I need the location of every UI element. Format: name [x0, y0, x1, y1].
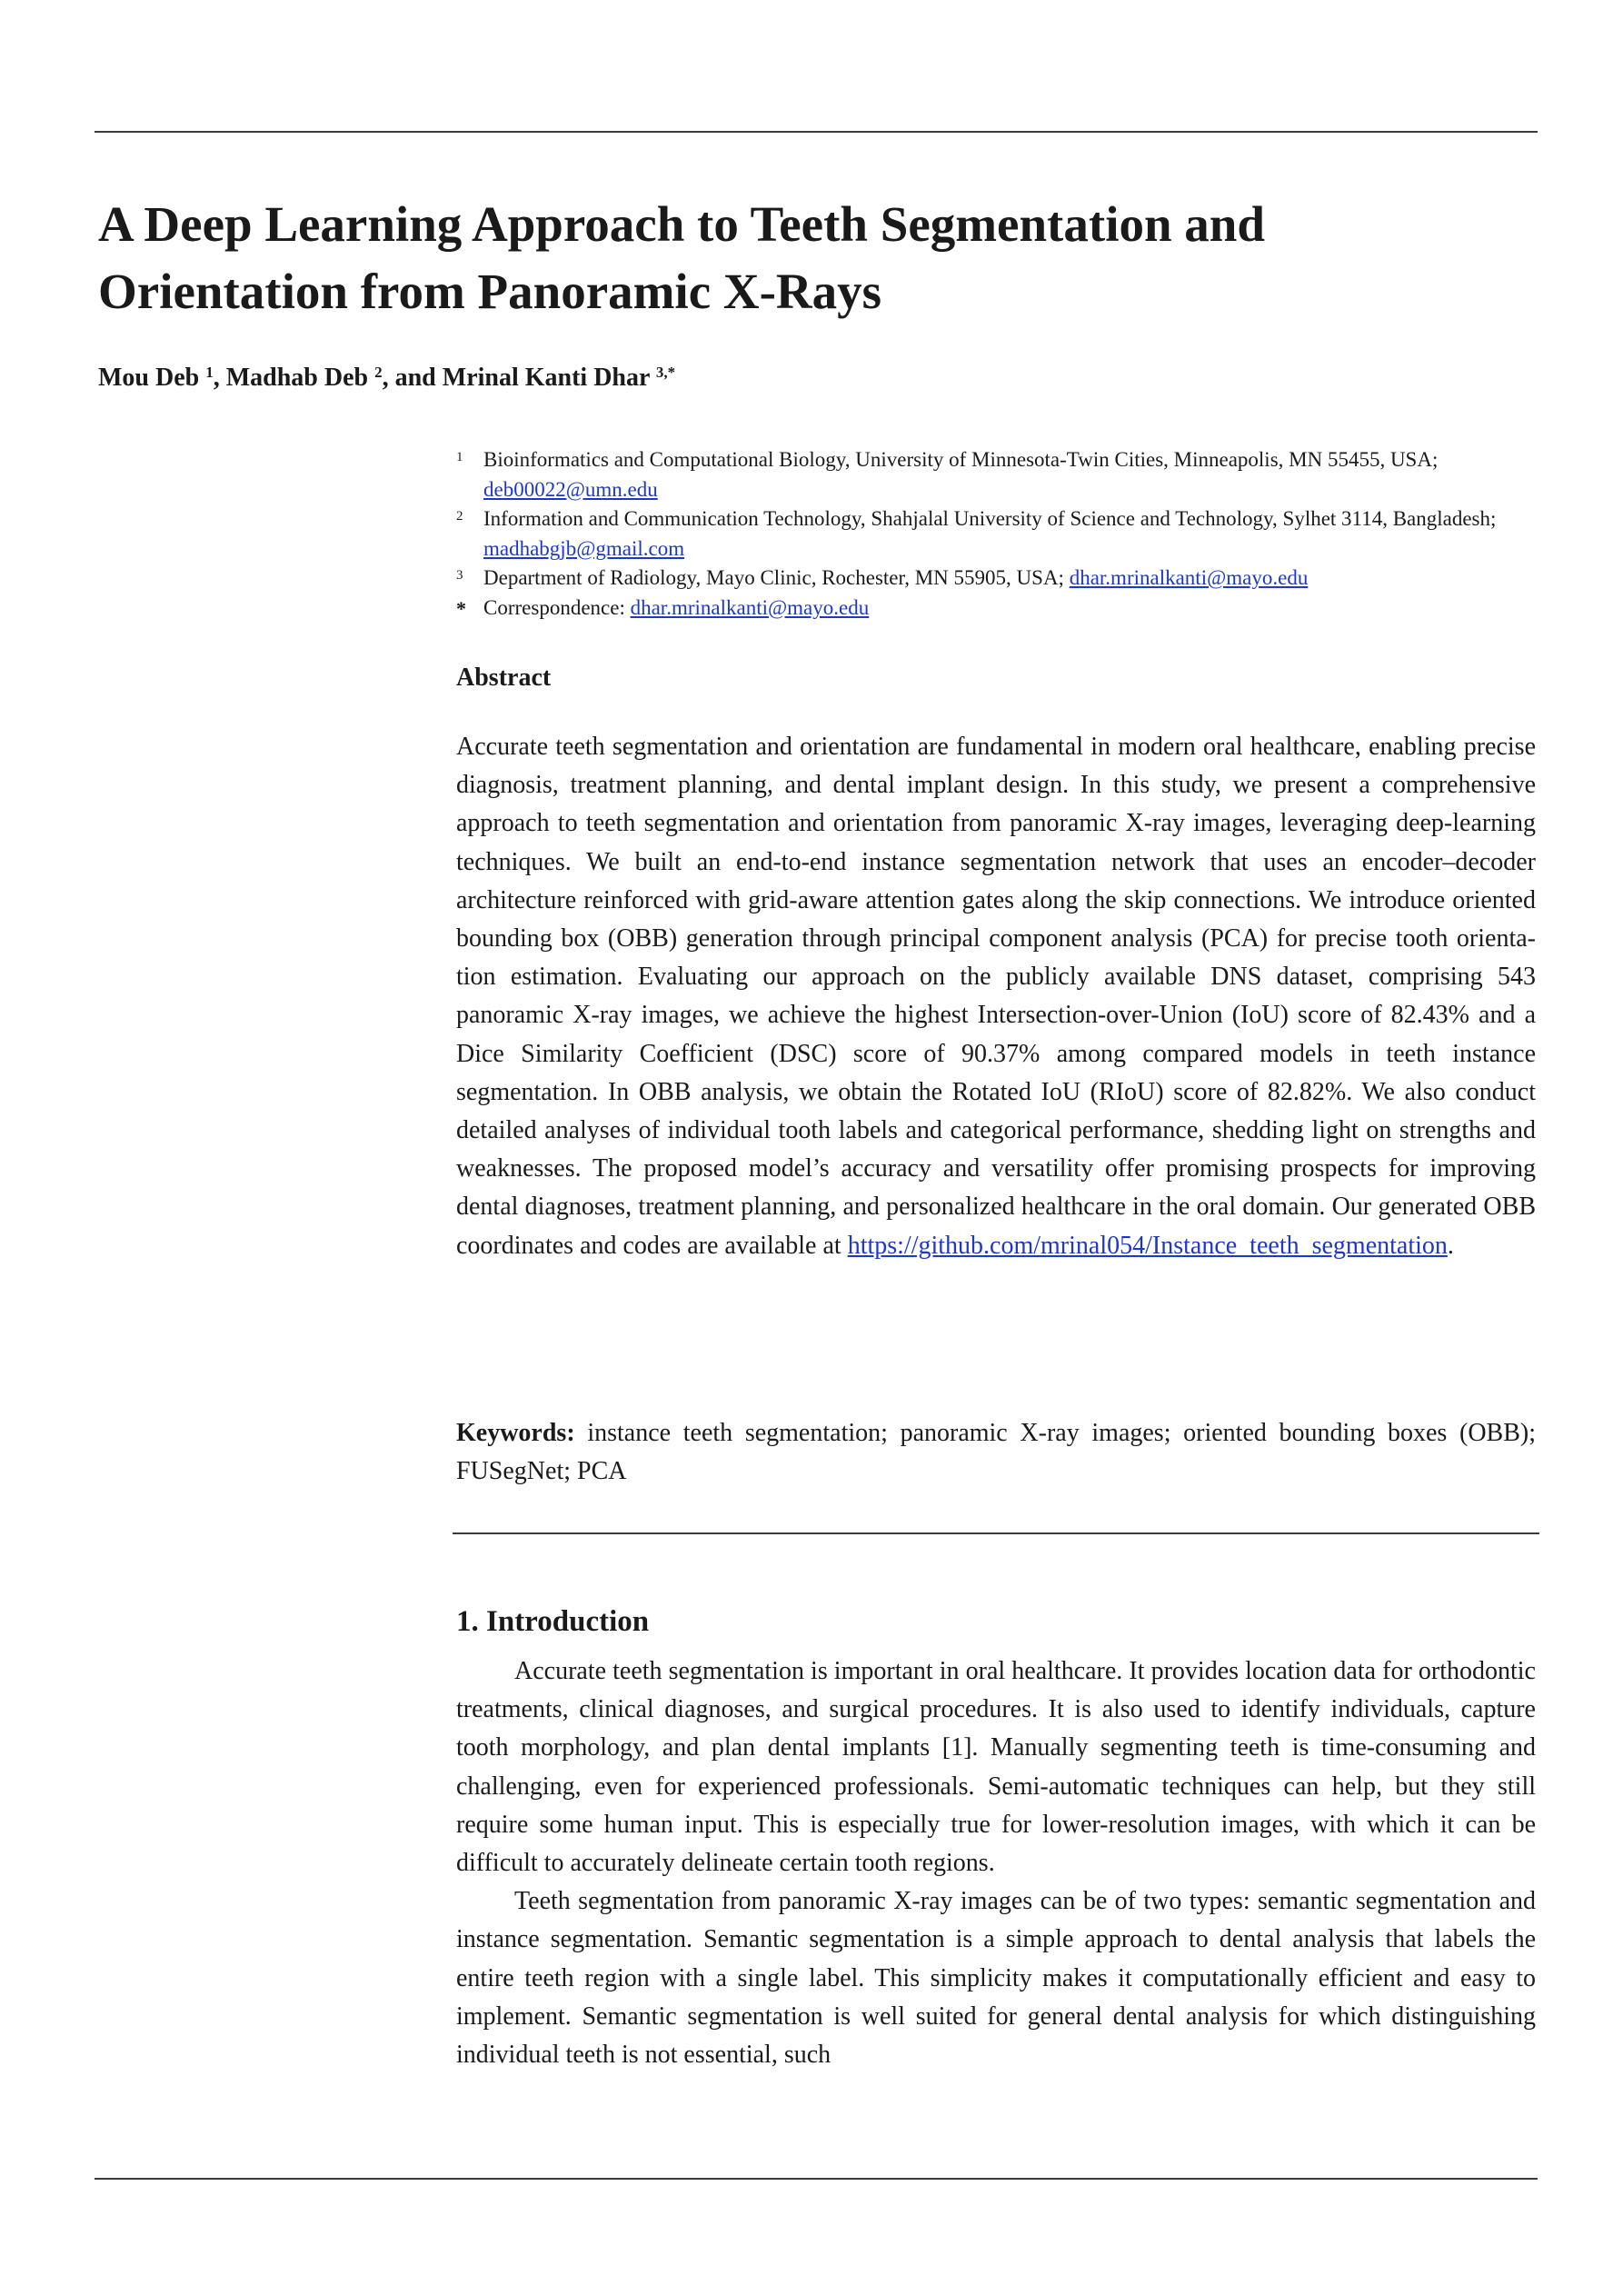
affiliation-list [456, 445, 1547, 623]
author-separator: , and [382, 364, 443, 392]
affiliation-marker: 3 [456, 568, 463, 583]
section-divider [453, 1532, 1539, 1534]
affiliation-text: Information and Communication Technology, Shahjalal University of Science and Technology, Sylhet 3114, Bangladesh; [483, 507, 1497, 530]
correspondence-email-link[interactable]: dhar.mrinalkanti@mayo.edu [630, 595, 870, 619]
affiliation-text: Bioinformatics and Computational Biology, University of Minnesota-Twin Cities, Minneapolis, MN 55455, USA; [483, 448, 1439, 471]
correspondence-marker: * [456, 596, 466, 620]
author-name: Mrinal Kanti Dhar [442, 364, 650, 392]
affiliation-item [456, 445, 1547, 504]
email-link[interactable]: deb00022@umn.edu [483, 477, 658, 501]
keywords-text: instance teeth segmentation; panoramic X-ray images; oriented bounding boxes (OBB); FUSegNet; PCA [456, 1419, 1536, 1485]
abstract-heading: Abstract [456, 664, 552, 692]
paragraph: Accurate teeth segmentation is important in oral healthcare. It provides location data for orthodontic treatments, clinical diagnoses, and surgical procedures. It is also used to identify individuals, capture tooth morphology, and plan dental implants [1]. Manually segmenting teeth is time-consuming and challenging, even for experienced professionals. Semi-automatic techniques can help, but they still require some human input. This is especially true for lower-resolution images, with which it can be difficult to accurately delineate certain tooth regions. [456, 1657, 1536, 1878]
affiliation-text: Department of Radiology, Mayo Clinic, Rochester, MN 55905, USA; [483, 566, 1070, 589]
paragraph: Teeth segmentation from panoramic X-ray images can be of two types: semantic segmentation and instance segmentation. Semantic segmentation is a simple approach to dental analysis that labels the entire teeth region with a single label. This simplicity makes it computationally efficient and easy to implement. Semantic segmentation is well suited for general dental analysis for which distinguishing individual teeth is not essential, such [456, 1887, 1536, 2070]
correspondence-text: Correspondence: [483, 595, 631, 619]
abstract-text [456, 728, 1536, 1265]
abstract-end-punctuation: . [1447, 1231, 1454, 1260]
correspondence-item [456, 594, 1547, 624]
author-list [98, 360, 1279, 396]
author-affiliation-mark: 2 [374, 364, 383, 381]
header-rule [95, 131, 1538, 133]
affiliation-marker: 2 [456, 509, 463, 524]
paper-title: A Deep Learning Approach to Teeth Segmentation and Orientation from Panoramic X-Rays [98, 196, 1265, 319]
abstract-body-text: Accurate teeth segmentation and orientation are fundamental in modern oral healthcare, enabling precise diagnosis, treatment planning, and dental implant design. In this study, we present a comprehensive approach to teeth segmentation and orientation from panoramic X-ray images, leveraging deep-learning techniques. We built an end-to-end instance segmentation network that uses an encoder–decoder architecture reinforced with grid-aware attention gates along the skip connections. We introduce oriented bounding box (OBB) generation through principal component analysis (PCA) for precise tooth orientation estimation. Evaluating our approach on the publicly available DNS dataset, comprising 543 panoramic X-ray images, we achieve the highest Intersection-over-Union (IoU) score of 82.43% and a Dice Similarity Coefficient (DSC) score of 90.37% among compared models in teeth instance segmentation. In OBB analysis, we obtain the Rotated IoU (RIoU) score of 82.82%. We also conduct detailed analyses of individual tooth labels and categorical performance, shedding light on strengths and weaknesses. The proposed model’s accuracy and versatility offer promising prospects for improving dental diagnoses, treatment planning, and personalized healthcare in the oral domain. Our generated OBB coordinates and codes are available at [456, 733, 1536, 1260]
keywords-label: Keywords: [456, 1419, 575, 1447]
code-repository-link[interactable]: https://github.com/mrinal054/Instance_teeth_segmentation [847, 1231, 1448, 1260]
introduction-body [456, 1652, 1536, 2074]
affiliation-item [456, 504, 1547, 564]
email-link[interactable]: madhabgjb@gmail.com [483, 536, 685, 560]
author-affiliation-mark: 1 [205, 364, 214, 381]
author-name: Mou Deb [98, 364, 200, 392]
footer-rule [95, 2178, 1538, 2180]
keywords [456, 1414, 1536, 1491]
affiliation-item [456, 564, 1547, 594]
section-heading-introduction: 1. Introduction [456, 1605, 650, 1638]
email-link[interactable]: dhar.mrinalkanti@mayo.edu [1069, 566, 1309, 589]
author-affiliation-mark: 3,* [655, 364, 676, 381]
author-separator: , [213, 364, 226, 392]
author-name: Madhab Deb [225, 364, 369, 392]
affiliation-marker: 1 [456, 450, 463, 464]
